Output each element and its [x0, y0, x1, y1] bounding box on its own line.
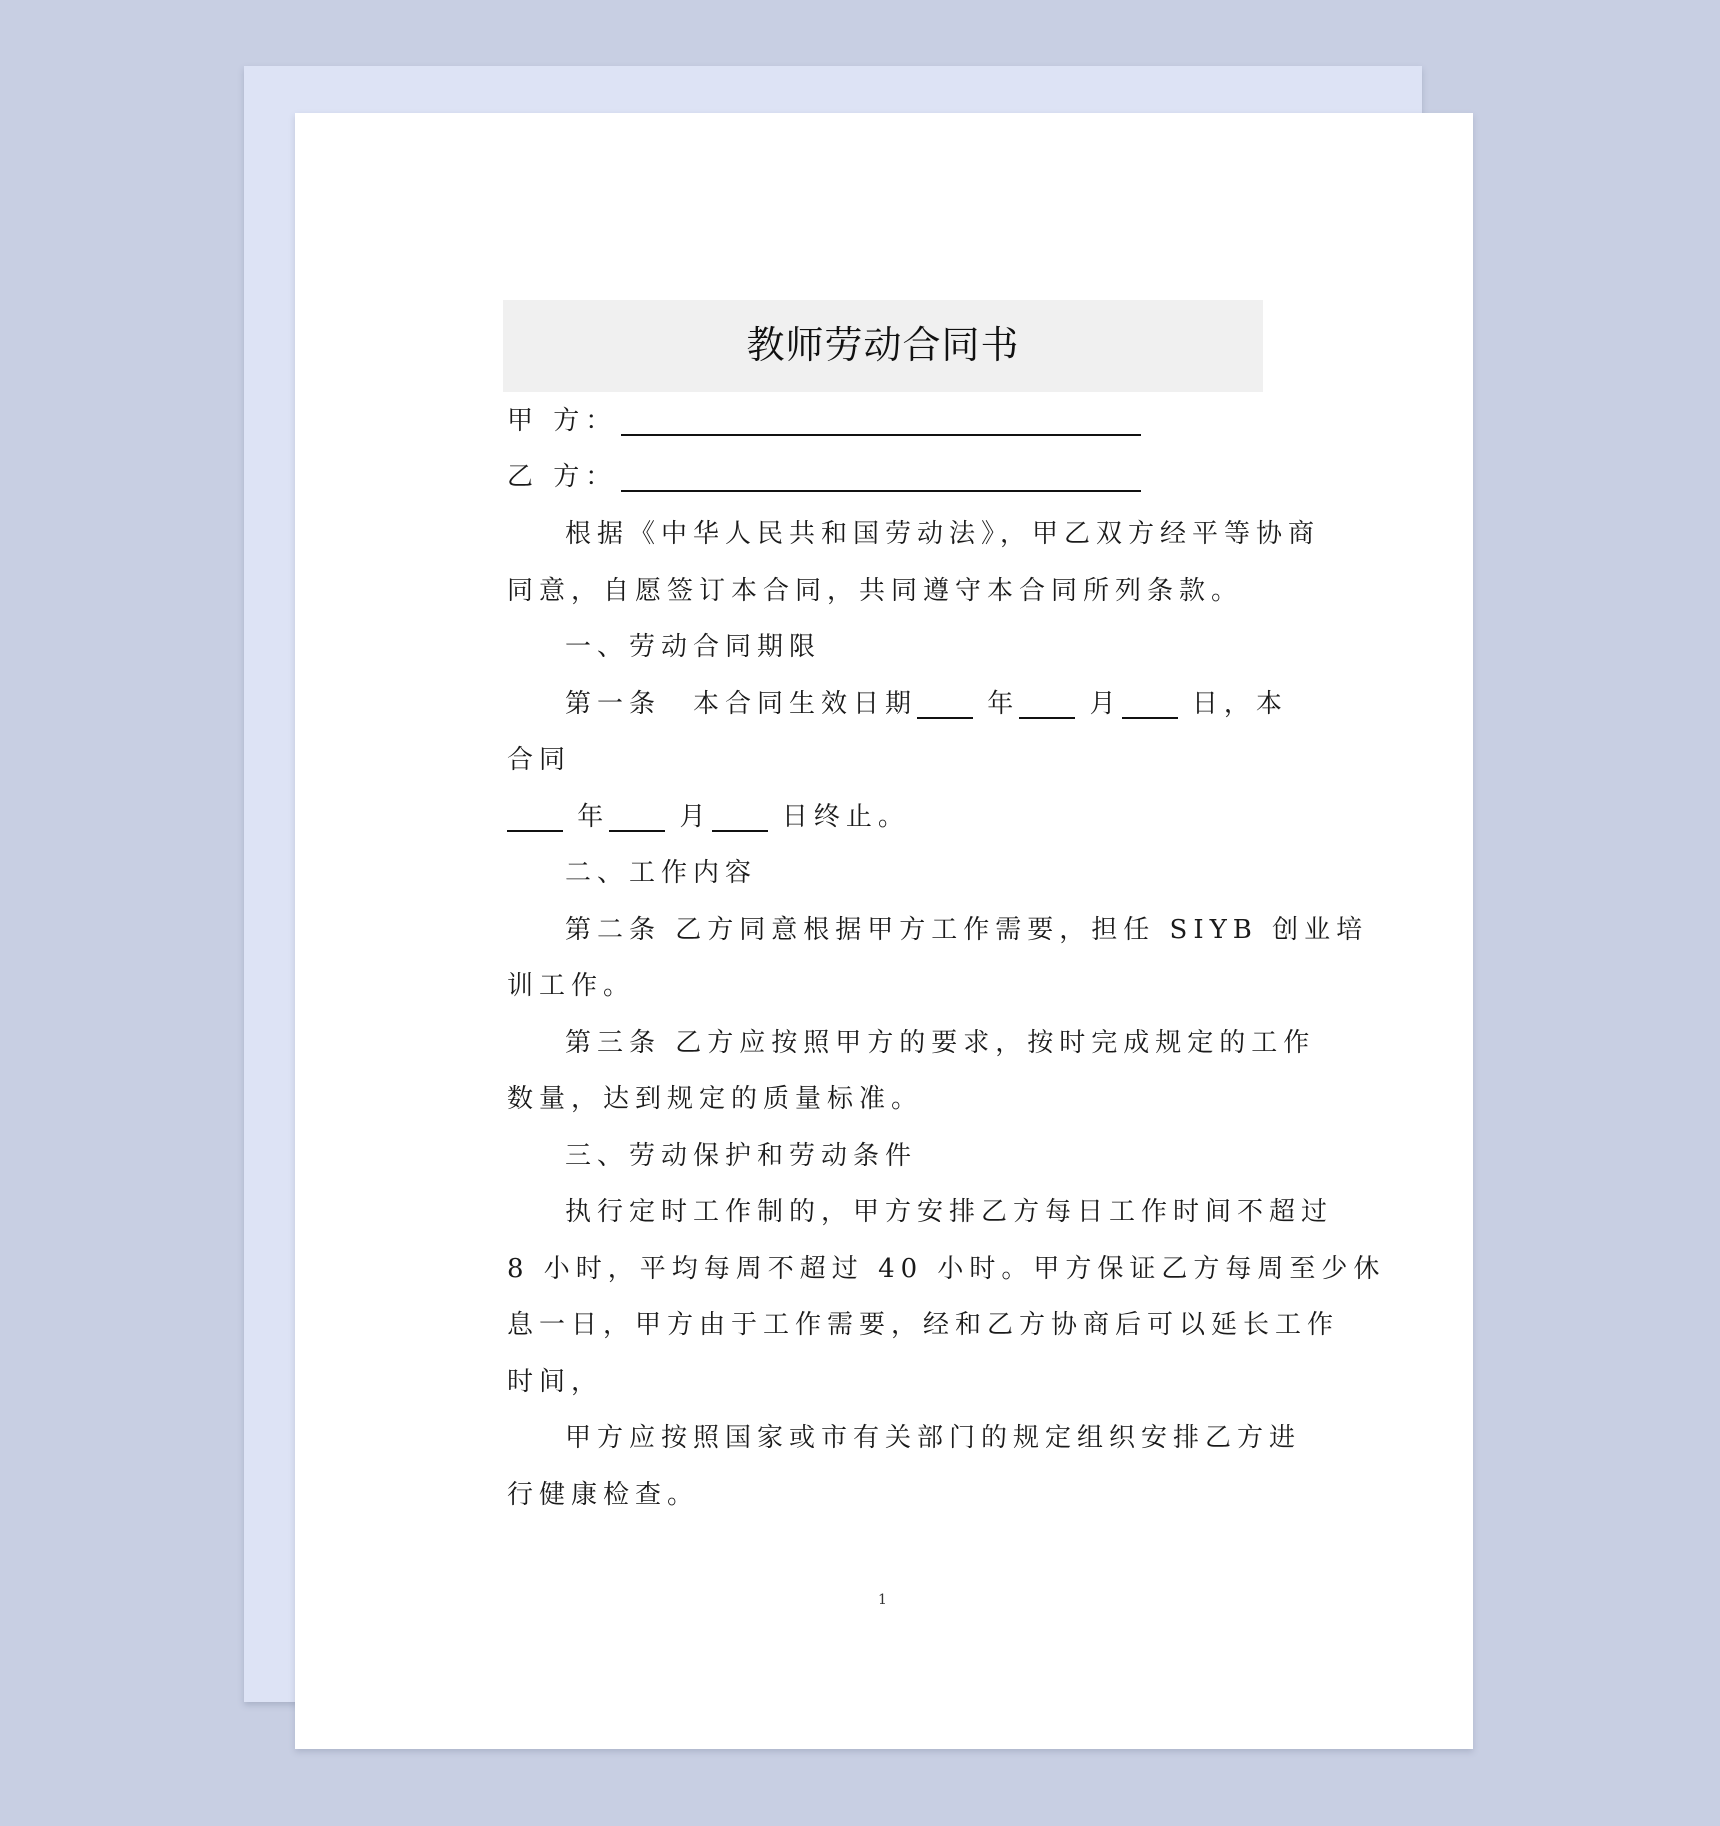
end-day-blank — [712, 804, 768, 832]
intro-paragraph-line: 根据《中华人民共和国劳动法》，甲乙双方经平等协商 — [565, 519, 1321, 549]
article-1-line: 合同 — [507, 745, 572, 775]
hours-paragraph-line: 时间， — [507, 1367, 604, 1397]
party-b-label: 乙 方： — [507, 462, 618, 492]
article-2-line: 训工作。 — [507, 971, 636, 1001]
party-a-label: 甲 方： — [507, 406, 618, 436]
month-label: 月 — [1089, 689, 1122, 719]
document-title: 教师劳动合同书 — [746, 323, 1020, 367]
article-3-line: 数量，达到规定的质量标准。 — [507, 1084, 924, 1114]
health-paragraph-line: 甲方应按照国家或市有关部门的规定组织安排乙方进 — [565, 1423, 1302, 1453]
end-year-label: 年 — [577, 802, 610, 832]
article-1-end-line — [507, 802, 910, 832]
end-day-label: 日终止。 — [781, 802, 910, 832]
section-heading: 三、劳动保护和劳动条件 — [565, 1141, 918, 1171]
article-2-line: 第二条 乙方同意根据甲方工作需要，担任 SIYB 创业培 — [565, 915, 1369, 945]
hours-paragraph-line: 息一日，甲方由于工作需要，经和乙方协商后可以延长工作 — [507, 1310, 1340, 1340]
year-label: 年 — [987, 689, 1020, 719]
article-1-line — [565, 689, 1288, 719]
section-heading: 二、工作内容 — [565, 858, 758, 888]
article-1-prefix: 第一条 本合同生效日期 — [565, 689, 918, 719]
end-year-blank — [507, 804, 563, 832]
party-b-blank — [621, 464, 1141, 492]
end-month-blank — [609, 804, 665, 832]
party-a-line — [507, 406, 1141, 436]
day-blank — [1122, 691, 1178, 719]
section-heading: 一、劳动合同期限 — [565, 632, 822, 662]
document-page — [295, 113, 1473, 1749]
page-number: 1 — [878, 1592, 887, 1608]
article-3-line: 第三条 乙方应按照甲方的要求，按时完成规定的工作 — [565, 1028, 1316, 1058]
title-banner — [503, 300, 1263, 392]
year-blank — [917, 691, 973, 719]
hours-paragraph-line: 执行定时工作制的，甲方安排乙方每日工作时间不超过 — [565, 1197, 1334, 1227]
end-month-label: 月 — [679, 802, 712, 832]
health-paragraph-line: 行健康检查。 — [507, 1480, 700, 1510]
intro-paragraph-line: 同意，自愿签订本合同，共同遵守本合同所列条款。 — [507, 576, 1244, 606]
party-a-blank — [621, 408, 1141, 436]
day-suffix: 日，本 — [1191, 689, 1288, 719]
month-blank — [1019, 691, 1075, 719]
hours-paragraph-line: 8 小时，平均每周不超过 40 小时。甲方保证乙方每周至少休 — [507, 1254, 1386, 1284]
party-b-line — [507, 462, 1141, 492]
